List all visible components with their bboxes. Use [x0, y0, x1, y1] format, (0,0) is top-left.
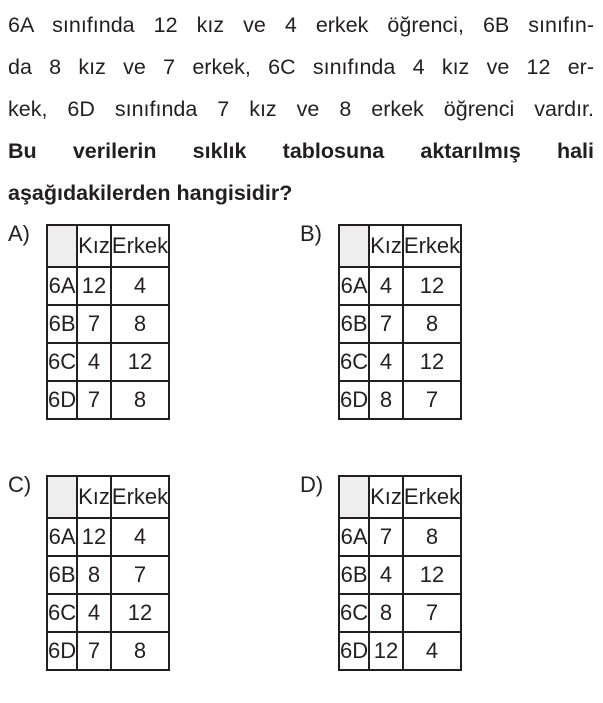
row-erkek: 8 [111, 632, 169, 670]
row-erkek: 4 [111, 518, 169, 556]
option-b-label: B) [300, 221, 322, 246]
table-row [339, 518, 461, 556]
row-erkek: 12 [403, 267, 461, 305]
row-kiz: 4 [77, 594, 111, 632]
row-class: 6D [339, 381, 369, 419]
question-prompt-line-1: Bu verilerin sıklık tablosuna aktarılmış hali [8, 139, 594, 163]
table-header-row [339, 476, 461, 518]
row-class: 6D [47, 632, 77, 670]
table-row [47, 556, 169, 594]
row-kiz: 4 [369, 267, 403, 305]
table-row [47, 632, 169, 670]
row-erkek: 12 [403, 343, 461, 381]
row-kiz: 4 [369, 343, 403, 381]
table-row [339, 556, 461, 594]
option-b-table [338, 224, 462, 420]
table-corner-cell [47, 476, 77, 518]
row-kiz: 7 [77, 632, 111, 670]
table-row [339, 381, 461, 419]
question-line-2: da 8 kız ve 7 erkek, 6C sınıfında 4 kız ve 12 er- [8, 55, 594, 79]
row-erkek: 8 [111, 305, 169, 343]
row-class: 6D [339, 632, 369, 670]
option-a-table [46, 224, 170, 420]
option-a-label: A) [8, 221, 30, 246]
header-erkek: Erkek [403, 225, 461, 267]
table-row [339, 305, 461, 343]
row-class: 6B [339, 556, 369, 594]
question-line-1: 6A sınıfında 12 kız ve 4 erkek öğrenci, 6B sınıfın- [8, 13, 594, 37]
row-erkek: 12 [403, 556, 461, 594]
table-row [47, 518, 169, 556]
table-corner-cell [47, 225, 77, 267]
row-erkek: 12 [111, 343, 169, 381]
row-kiz: 8 [369, 594, 403, 632]
option-c-table [46, 475, 170, 671]
question-text [8, 4, 594, 214]
row-class: 6D [47, 381, 77, 419]
row-kiz: 4 [77, 343, 111, 381]
table-header-row [339, 225, 461, 267]
row-kiz: 12 [77, 267, 111, 305]
row-kiz: 12 [369, 632, 403, 670]
row-class: 6A [47, 267, 77, 305]
row-erkek: 7 [403, 594, 461, 632]
row-kiz: 7 [369, 305, 403, 343]
option-d-label: D) [300, 472, 324, 497]
row-kiz: 8 [369, 381, 403, 419]
row-kiz: 4 [369, 556, 403, 594]
row-erkek: 12 [111, 594, 169, 632]
row-erkek: 7 [111, 556, 169, 594]
row-erkek: 8 [403, 518, 461, 556]
header-kiz: Kız [77, 225, 111, 267]
row-class: 6C [47, 594, 77, 632]
option-c-label: C) [8, 472, 32, 497]
row-class: 6A [339, 518, 369, 556]
table-row [339, 632, 461, 670]
header-kiz: Kız [369, 476, 403, 518]
table-header-row [47, 476, 169, 518]
header-erkek: Erkek [111, 225, 169, 267]
row-class: 6B [47, 305, 77, 343]
row-class: 6C [47, 343, 77, 381]
row-kiz: 7 [369, 518, 403, 556]
table-row [47, 267, 169, 305]
row-erkek: 4 [403, 632, 461, 670]
row-class: 6B [47, 556, 77, 594]
row-class: 6A [47, 518, 77, 556]
row-erkek: 8 [111, 381, 169, 419]
row-erkek: 8 [403, 305, 461, 343]
row-erkek: 7 [403, 381, 461, 419]
row-kiz: 8 [77, 556, 111, 594]
table-row [47, 381, 169, 419]
table-row [47, 594, 169, 632]
table-corner-cell [339, 476, 369, 518]
table-corner-cell [339, 225, 369, 267]
row-class: 6C [339, 343, 369, 381]
question-prompt-line-2: aşağıdakilerden hangisidir? [8, 181, 293, 205]
row-class: 6C [339, 594, 369, 632]
header-erkek: Erkek [111, 476, 169, 518]
header-erkek: Erkek [403, 476, 461, 518]
table-row [47, 343, 169, 381]
table-row [339, 594, 461, 632]
table-row [339, 343, 461, 381]
row-kiz: 7 [77, 305, 111, 343]
table-header-row [47, 225, 169, 267]
table-row [339, 267, 461, 305]
question-line-3: kek, 6D sınıfında 7 kız ve 8 erkek öğrenci vardır. [8, 97, 594, 121]
header-kiz: Kız [369, 225, 403, 267]
header-kiz: Kız [77, 476, 111, 518]
row-erkek: 4 [111, 267, 169, 305]
row-kiz: 12 [77, 518, 111, 556]
row-kiz: 7 [77, 381, 111, 419]
row-class: 6B [339, 305, 369, 343]
table-row [47, 305, 169, 343]
option-d-table [338, 475, 462, 671]
row-class: 6A [339, 267, 369, 305]
